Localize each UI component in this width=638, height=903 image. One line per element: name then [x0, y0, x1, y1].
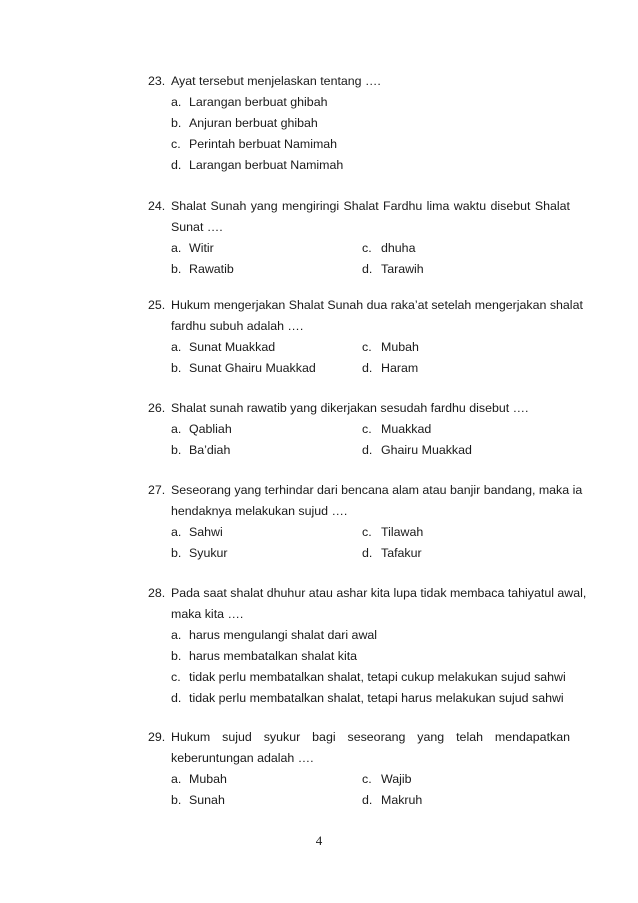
option-text: Sahwi	[189, 525, 223, 539]
option-letter: a.	[171, 628, 182, 642]
option-letter: d.	[362, 262, 373, 276]
option-letter: c.	[362, 340, 372, 354]
option-letter: a.	[171, 525, 182, 539]
question-text: Shalat sunah rawatib yang dikerjakan sesudah fardhu disebut ….	[171, 401, 529, 415]
option-letter: a.	[171, 772, 182, 786]
option-letter: b.	[171, 443, 182, 457]
option-letter: d.	[171, 691, 182, 705]
option-text: Sunat Muakkad	[189, 340, 276, 354]
question-text: Seseorang yang terhindar dari bencana alam atau banjir bandang, maka ia	[171, 483, 583, 497]
option-text: Perintah berbuat Namimah	[189, 137, 338, 151]
question-25	[148, 295, 583, 379]
option-text: harus membatalkan shalat kita	[189, 649, 358, 663]
question-text: Ayat tersebut menjelaskan tentang ….	[171, 74, 381, 88]
option-text: Larangan berbuat Namimah	[189, 158, 344, 172]
question-number: 25.	[148, 298, 166, 312]
option-letter: b.	[171, 361, 182, 375]
question-number: 29.	[148, 730, 166, 744]
option-text: Ghairu Muakkad	[381, 443, 472, 457]
option-letter: a.	[171, 422, 182, 436]
option-letter: c.	[362, 422, 372, 436]
option-letter: c.	[362, 525, 372, 539]
option-text: Larangan berbuat ghibah	[189, 95, 328, 109]
option-text: tidak perlu membatalkan shalat, tetapi cukup melakukan sujud sahwi	[189, 670, 566, 684]
question-number: 27.	[148, 483, 166, 497]
option-letter: d.	[362, 443, 373, 457]
question-text: Hukum sujud syukur bagi seseorang yang telah mendapatkan	[171, 730, 570, 744]
option-text: Mubah	[381, 340, 419, 354]
option-letter: b.	[171, 546, 182, 560]
question-24	[148, 196, 570, 280]
option-letter: a.	[171, 95, 182, 109]
option-text: Tilawah	[381, 525, 424, 539]
option-text: Ba’diah	[189, 443, 231, 457]
question-number: 23.	[148, 74, 166, 88]
question-text: Shalat Sunah yang mengiringi Shalat Fardhu lima waktu disebut Shalat	[171, 199, 570, 213]
option-text: dhuha	[381, 241, 416, 255]
option-letter: a.	[171, 241, 182, 255]
question-text-continued: Sunat ….	[171, 220, 223, 234]
option-letter: b.	[171, 793, 182, 807]
option-text: Anjuran berbuat ghibah	[189, 116, 318, 130]
question-28	[148, 583, 587, 709]
option-letter: d.	[362, 361, 373, 375]
option-letter: c.	[362, 241, 372, 255]
question-number: 24.	[148, 199, 166, 213]
option-letter: c.	[362, 772, 372, 786]
option-text: Rawatib	[189, 262, 234, 276]
option-letter: b.	[171, 649, 182, 663]
question-number: 28.	[148, 586, 166, 600]
option-text: Haram	[381, 361, 419, 375]
option-text: harus mengulangi shalat dari awal	[189, 628, 378, 642]
option-text: Tafakur	[381, 546, 422, 560]
option-letter: d.	[362, 546, 373, 560]
option-letter: b.	[171, 262, 182, 276]
option-letter: c.	[171, 137, 181, 151]
option-text: Sunah	[189, 793, 225, 807]
question-text-continued: fardhu subuh adalah ….	[171, 319, 304, 333]
option-letter: d.	[171, 158, 182, 172]
option-text: tidak perlu membatalkan shalat, tetapi harus melakukan sujud sahwi	[189, 691, 564, 705]
question-27	[148, 480, 583, 564]
question-text-continued: maka kita ….	[171, 607, 244, 621]
option-text: Tarawih	[381, 262, 424, 276]
option-text: Sunat Ghairu Muakkad	[189, 361, 316, 375]
option-text: Witir	[189, 241, 214, 255]
question-23	[148, 71, 570, 176]
option-text: Syukur	[189, 546, 228, 560]
page-number: 4	[315, 833, 323, 848]
option-text: Makruh	[381, 793, 423, 807]
option-letter: d.	[362, 793, 373, 807]
option-text: Qabliah	[189, 422, 232, 436]
option-letter: b.	[171, 116, 182, 130]
question-text-continued: hendaknya melakukan sujud ….	[171, 504, 348, 518]
question-29	[148, 727, 570, 811]
question-number: 26.	[148, 401, 166, 415]
question-text: Pada saat shalat dhuhur atau ashar kita lupa tidak membaca tahiyatul awal,	[171, 586, 587, 600]
option-text: Muakkad	[381, 422, 432, 436]
question-26	[148, 398, 570, 461]
option-letter: a.	[171, 340, 182, 354]
question-text-continued: keberuntungan adalah ….	[171, 751, 314, 765]
question-text: Hukum mengerjakan Shalat Sunah dua raka’at setelah mengerjakan shalat	[171, 298, 583, 312]
option-text: Wajib	[381, 772, 412, 786]
option-letter: c.	[171, 670, 181, 684]
option-text: Mubah	[189, 772, 227, 786]
